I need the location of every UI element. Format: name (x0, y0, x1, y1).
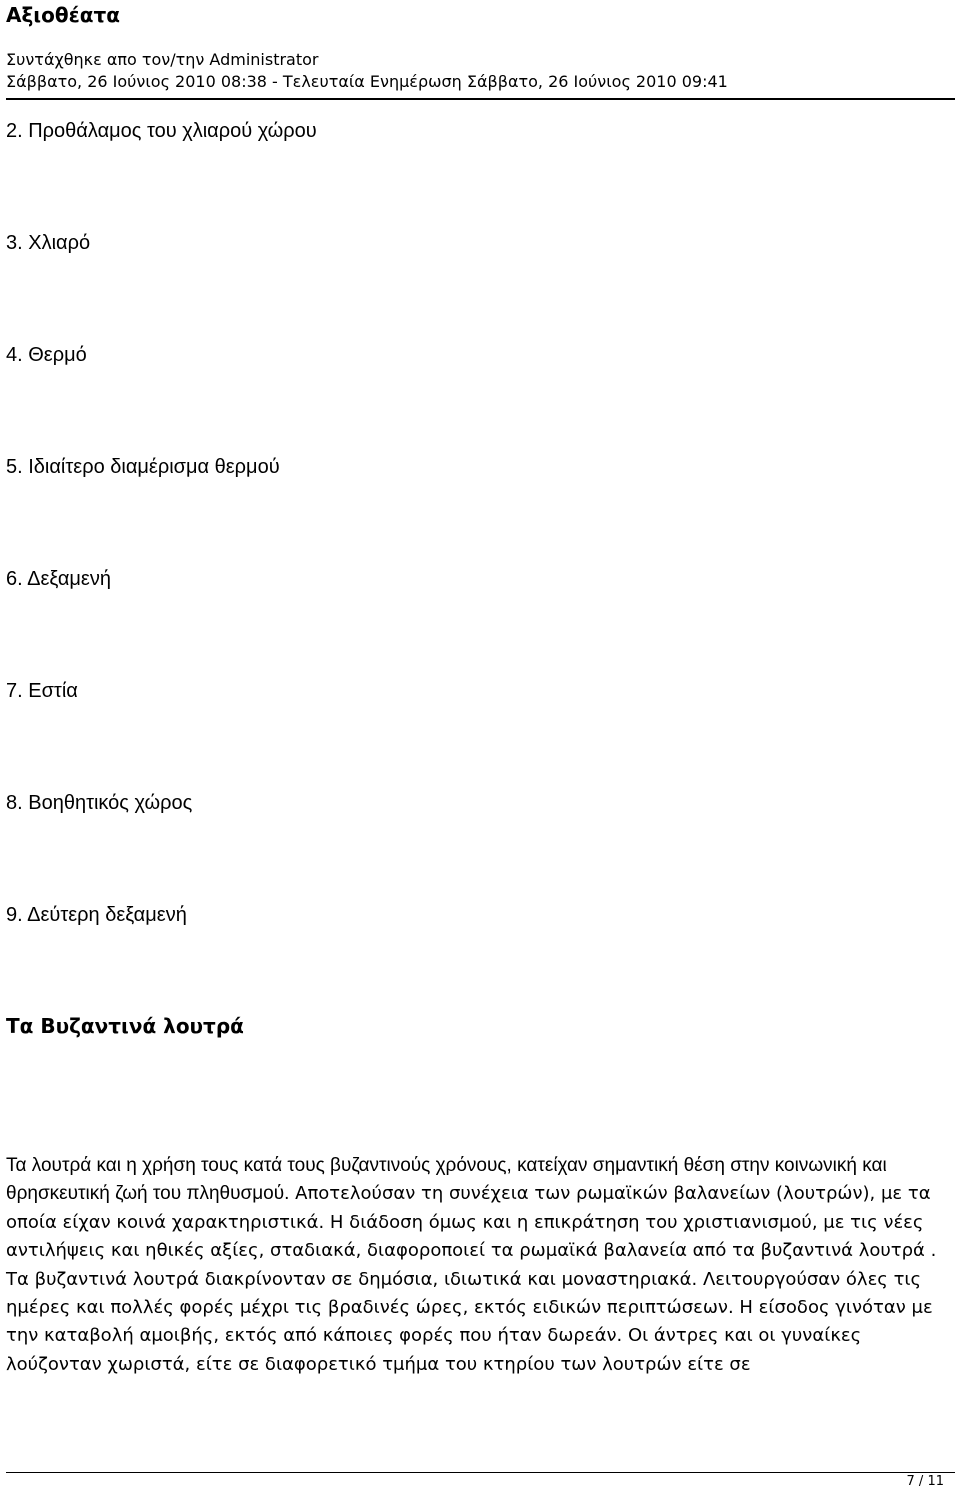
section-title: Τα Βυζαντινά λουτρά (6, 1014, 244, 1038)
list-item: 4. Θερμό (6, 344, 87, 366)
list-item: 5. Ιδιαίτερο διαμέρισμα θερμού (6, 456, 280, 478)
list-item: 7. Εστία (6, 680, 78, 702)
paragraph-lead: Τα λουτρά και η χρήση τους κατά τους βυζαντινούς χρόνους, κατείχαν σημαντική θέση στην κοινωνική και θρησκευτική ζωή του πληθυσμού. (6, 1155, 887, 1205)
author-line: Συντάχθηκε απο τον/την Administrator (6, 50, 319, 69)
list-item: 3. Χλιαρό (6, 232, 91, 254)
paragraph-body: Αποτελούσαν τη συνέχεια των ρωμαϊκών βαλανείων (λουτρών), με τα οποία είχαν κοινά χαρακτηριστικά. Η διάδοση όμως και η επικράτηση του χριστιανισμού, με τις νέες αντιλήψεις και ηθικές αξίες, σταδιακά, διαφοροποιεί τα ρωμαϊκά βαλανεία από τα βυζαντινά λουτρά . Τα βυζαντινά λουτρά διακρίνονταν σε δημόσια, ιδιωτικά και μοναστηριακά. Λειτουργούσαν όλες τις ημέρες και πολλές φορές μέχρι τις βραδινές ώρες, εκτός ειδικών περιπτώσεων. Η είσοδος γινόταν με την καταβολή αμοιβής, εκτός από κάποιες φορές που ήταν δωρεάν. Οι άντρες και οι γυναίκες λούζονταν χωριστά, είτε σε διαφορετικό τμήμα του κτηρίου των λουτρών είτε σε (6, 1183, 937, 1375)
list-item: 8. Βοηθητικός χώρος (6, 792, 193, 814)
page-title: Αξιοθέατα (6, 3, 120, 27)
footer-divider (6, 1472, 955, 1473)
page-header (6, 0, 954, 93)
body-paragraph (6, 1152, 954, 1379)
header-divider (6, 98, 955, 100)
list-item: 2. Προθάλαμος του χλιαρού χώρου (6, 120, 317, 142)
list-item: 9. Δεύτερη δεξαμενή (6, 904, 187, 926)
date-line: Σάββατο, 26 Ιούνιος 2010 08:38 - Τελευταία Ενημέρωση Σάββατο, 26 Ιούνιος 2010 09:41 (6, 72, 728, 91)
page-number: 7 / 11 (906, 1474, 944, 1489)
list-item: 6. Δεξαμενή (6, 568, 111, 590)
